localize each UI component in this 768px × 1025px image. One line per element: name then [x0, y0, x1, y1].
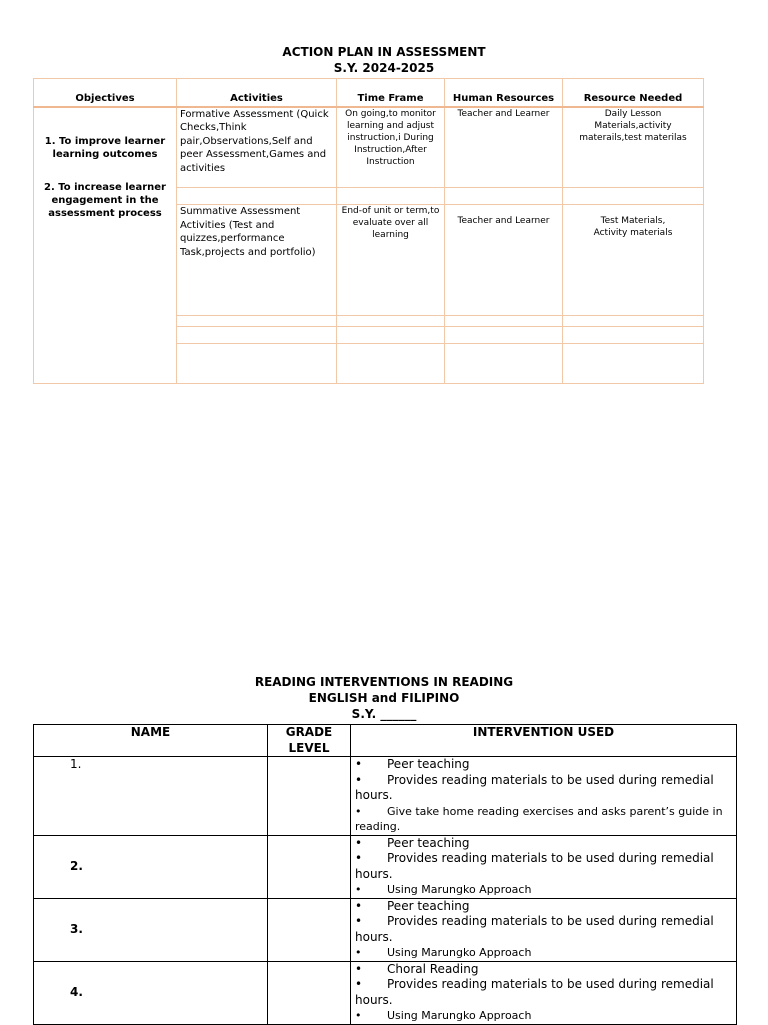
table-row	[34, 757, 737, 836]
reading-interventions-table	[33, 724, 737, 1025]
list-item: • Peer teaching	[355, 898, 470, 913]
grade-cell	[268, 757, 351, 836]
list-item: • Using Marungko Approach	[355, 946, 532, 959]
list-item: • Provides reading materials to be used during remedial hours.	[355, 851, 714, 881]
action-plan-table	[33, 78, 704, 384]
action-plan-header-row	[34, 79, 704, 107]
name-cell	[34, 961, 268, 1024]
name-cell	[34, 898, 268, 961]
activity-cell: Formative Assessment (Quick Checks,Think pair,Observations,Self and peer Assessment,Games and activities	[177, 107, 337, 188]
human-resources-cell: Teacher and Learner	[445, 107, 563, 188]
resource-needed-cell: Test Materials, Activity materials	[563, 205, 704, 315]
header-name: NAME	[34, 725, 268, 757]
time-frame-cell: End-of unit or term,to evaluate over all learning	[337, 205, 445, 315]
row-number: 2.	[70, 858, 83, 873]
objective-2: 2. To increase learner engagement in the assessment process	[44, 181, 166, 219]
header-resource-needed: Resource Needed	[563, 79, 704, 107]
list-item: • Peer teaching	[355, 757, 470, 771]
list-item: • Give take home reading exercises and asks parent’s guide in reading.	[355, 804, 723, 833]
list-item: • Provides reading materials to be used during remedial hours.	[355, 977, 714, 1007]
grade-cell	[268, 898, 351, 961]
grade-cell	[268, 961, 351, 1024]
list-item: • Choral Reading	[355, 961, 479, 976]
header-grade-level: GRADE LEVEL	[268, 725, 351, 757]
header-intervention: INTERVENTION USED	[351, 725, 737, 757]
objective-1: 1. To improve learner learning outcomes	[44, 135, 166, 160]
header-activities: Activities	[177, 79, 337, 107]
table-row	[34, 107, 704, 188]
action-plan-title: ACTION PLAN IN ASSESSMENT	[282, 45, 486, 59]
intervention-cell	[351, 898, 737, 961]
name-cell	[34, 757, 268, 836]
header-time-frame: Time Frame	[337, 79, 445, 107]
reading-subtitle: ENGLISH and FILIPINO	[308, 691, 460, 705]
row-number: 4.	[70, 984, 83, 999]
header-human-resources: Human Resources	[445, 79, 563, 107]
reading-title: READING INTERVENTIONS IN READING	[254, 675, 514, 689]
intervention-cell	[351, 757, 737, 836]
list-item: • Provides reading materials to be used during remedial hours.	[355, 772, 714, 802]
intervention-cell	[351, 961, 737, 1024]
row-number: 1.	[70, 757, 82, 771]
header-objectives: Objectives	[34, 79, 177, 107]
list-item: • Using Marungko Approach	[355, 883, 532, 896]
row-number: 3.	[70, 921, 83, 936]
reading-header-row	[34, 725, 737, 757]
list-item: • Peer teaching	[355, 835, 470, 850]
activity-cell: Summative Assessment Activities (Test and quizzes,performance Task,projects and portfolio)	[177, 205, 337, 315]
list-item: • Using Marungko Approach	[355, 1009, 532, 1022]
grade-cell	[268, 835, 351, 898]
reading-sy: S.Y. ______	[351, 707, 417, 721]
table-row	[34, 961, 737, 1024]
objectives-cell	[34, 107, 177, 384]
human-resources-cell: Teacher and Learner	[445, 205, 563, 315]
table-row	[34, 835, 737, 898]
action-plan-subtitle: S.Y. 2024-2025	[333, 61, 435, 75]
resource-needed-cell: Daily Lesson Materials,activity materails,test materilas	[563, 107, 704, 188]
list-item: • Provides reading materials to be used during remedial hours.	[355, 914, 714, 944]
intervention-cell	[351, 835, 737, 898]
table-row	[34, 898, 737, 961]
time-frame-cell: On going,to monitor learning and adjust instruction,i During Instruction,After Instruction	[337, 107, 445, 188]
name-cell	[34, 835, 268, 898]
